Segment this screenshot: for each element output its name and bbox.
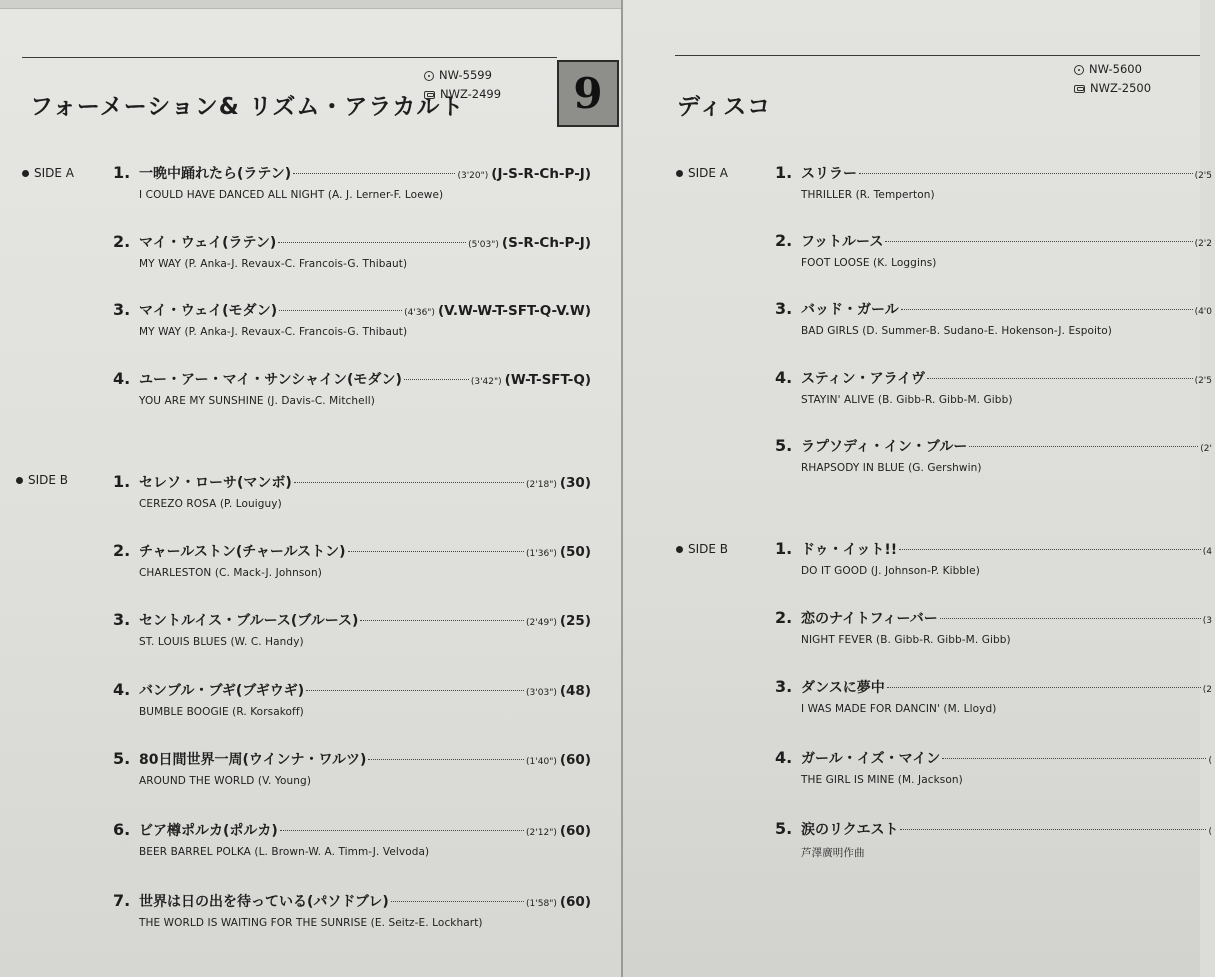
disc-icon	[1074, 65, 1084, 75]
track-title-en: MY WAY (P. Anka-J. Revaux-C. Francois-G. Thibaut)	[139, 326, 408, 338]
track-duration: (2'18")	[526, 480, 557, 490]
track-title-jp: 一晩中踊れたら(ラテン)	[139, 166, 292, 182]
track-number: 3.	[113, 300, 131, 319]
track-title-jp: スティン・アライヴ	[801, 371, 926, 387]
track-title-jp: ドゥ・イット!!	[801, 542, 898, 558]
leader-dots	[278, 242, 466, 243]
track-number: 5.	[113, 749, 131, 768]
leader-dots	[404, 379, 469, 380]
bullet-icon	[22, 170, 29, 177]
track-title-jp: フットルース	[801, 234, 884, 250]
track-duration: (4'36")	[404, 308, 435, 318]
track-number: 3.	[113, 610, 131, 629]
track-number: 1.	[113, 472, 131, 491]
track-duration: (2'	[1200, 444, 1212, 454]
track-number: 1.	[113, 163, 131, 182]
track-item	[775, 368, 1215, 406]
track-duration: (3	[1202, 616, 1212, 626]
track-number: 2.	[113, 232, 131, 251]
track-duration: (1'58")	[526, 899, 557, 909]
side-b-label	[676, 542, 728, 556]
side-b-text: SIDE B	[28, 473, 69, 487]
leader-dots	[279, 310, 402, 311]
track-number: 2.	[775, 608, 793, 627]
track-item	[775, 299, 1215, 337]
catalog-cassette	[424, 85, 501, 104]
record-number: NW-5599	[439, 68, 492, 82]
track-number: 5.	[775, 819, 793, 838]
track-title-en: YOU ARE MY SUNSHINE (J. Davis-C. Mitchell)	[139, 395, 375, 407]
tempo-tag: (50)	[559, 544, 591, 560]
track-item	[113, 680, 591, 718]
track-duration: (	[1208, 756, 1212, 766]
catalog-cassette	[1074, 79, 1151, 98]
track-composer: 芦澤廣明作曲	[801, 847, 865, 859]
track-title-en: ST. LOUIS BLUES (W. C. Handy)	[139, 636, 304, 648]
track-duration: (2'12")	[526, 828, 557, 838]
leader-dots	[368, 759, 524, 760]
side-b-label	[16, 473, 68, 487]
album-title: フォーメーション& リズム・アラカルト	[30, 94, 465, 120]
dance-tag: (J-S-R-Ch-P-J)	[491, 166, 591, 182]
dance-tag: (V.W-W-T-SFT-Q-V.W)	[437, 303, 591, 319]
track-number: 4.	[775, 748, 793, 767]
bullet-icon	[16, 477, 23, 484]
cassette-icon	[424, 91, 435, 99]
leader-dots	[901, 309, 1193, 310]
leader-dots	[942, 758, 1206, 759]
track-number: 4.	[775, 368, 793, 387]
track-duration: (2'49")	[526, 618, 557, 628]
leader-dots	[293, 173, 455, 174]
leader-dots	[360, 620, 524, 621]
track-title-jp: チャールストン(チャールストン)	[139, 544, 346, 560]
leader-dots	[885, 241, 1192, 242]
disc-icon	[424, 71, 434, 81]
track-title-jp: セントルイス・ブルース(ブルース)	[139, 613, 359, 629]
leader-dots	[969, 446, 1198, 447]
dance-tag: (S-R-Ch-P-J)	[501, 235, 591, 251]
track-number: 1.	[775, 539, 793, 558]
album-title: ディスコ	[677, 94, 772, 120]
track-duration: (2	[1202, 685, 1212, 695]
track-duration: (5'03")	[468, 240, 499, 250]
cassette-number: NWZ-2500	[1090, 81, 1152, 95]
track-duration: (3'20")	[457, 171, 489, 181]
track-item	[775, 748, 1215, 786]
catalog-record	[1074, 60, 1151, 79]
track-title-en: STAYIN' ALIVE (B. Gibb-R. Gibb-M. Gibb)	[801, 394, 1013, 406]
track-number: 6.	[113, 820, 131, 839]
track-item	[113, 232, 591, 270]
tempo-tag: (25)	[559, 613, 591, 629]
leader-dots	[859, 173, 1193, 174]
track-title-jp: ビア樽ポルカ(ポルカ)	[139, 823, 278, 839]
side-a-label	[22, 166, 74, 180]
track-title-en: THE WORLD IS WAITING FOR THE SUNRISE (E. Seitz-E. Lockhart)	[139, 917, 483, 929]
track-number: 3.	[775, 299, 793, 318]
track-title-en: MY WAY (P. Anka-J. Revaux-C. Francois-G. Thibaut)	[139, 258, 408, 270]
track-title-en: BAD GIRLS (D. Summer-B. Sudano-E. Hokenson-J. Espoito)	[801, 325, 1112, 337]
right-page	[623, 0, 1212, 977]
track-number: 2.	[113, 541, 131, 560]
track-title-en: BUMBLE BOOGIE (R. Korsakoff)	[139, 706, 304, 718]
track-item	[775, 677, 1215, 715]
track-item	[775, 163, 1215, 201]
track-item	[113, 163, 591, 201]
track-title-jp: 世界は日の出を待っている(パソドブレ)	[139, 894, 389, 910]
leader-dots	[391, 901, 524, 902]
track-number: 4.	[113, 369, 131, 388]
track-title-en: I WAS MADE FOR DANCIN' (M. Lloyd)	[801, 703, 997, 715]
header-rule	[675, 55, 1200, 56]
track-title-en: FOOT LOOSE (K. Loggins)	[801, 257, 937, 269]
track-title-en: THRILLER (R. Temperton)	[801, 189, 935, 201]
track-duration: (4	[1202, 547, 1212, 557]
track-item	[775, 436, 1215, 474]
track-duration: (2'5	[1194, 171, 1212, 181]
track-number: 3.	[775, 677, 793, 696]
track-item	[113, 891, 591, 929]
side-a-text: SIDE A	[34, 166, 75, 180]
track-duration: (	[1208, 827, 1212, 837]
dance-tag: (W-T-SFT-Q)	[504, 372, 591, 388]
track-title-jp: ラプソディ・イン・ブルー	[801, 439, 968, 455]
leader-dots	[887, 687, 1201, 688]
track-item	[775, 819, 1215, 860]
track-title-jp: バンブル・ブギ(ブギウギ)	[139, 683, 305, 699]
volume-badge: 9	[557, 60, 619, 127]
bullet-icon	[676, 170, 683, 177]
track-title-en: I COULD HAVE DANCED ALL NIGHT (A. J. Lerner-F. Loewe)	[139, 189, 444, 201]
record-number: NW-5600	[1089, 62, 1142, 76]
track-title-en: BEER BARREL POLKA (L. Brown-W. A. Timm-J. Velvoda)	[139, 846, 430, 858]
tempo-tag: (48)	[559, 683, 591, 699]
catalog-numbers	[424, 66, 501, 104]
track-title-jp: ユー・アー・マイ・サンシャイン(モダン)	[139, 372, 402, 388]
track-item	[113, 749, 591, 787]
track-duration: (4'0	[1194, 307, 1212, 317]
track-item	[113, 369, 591, 407]
leader-dots	[927, 378, 1192, 379]
track-number: 2.	[775, 231, 793, 250]
cassette-number: NWZ-2499	[440, 87, 502, 101]
tempo-tag: (60)	[559, 894, 591, 910]
track-item	[775, 539, 1215, 577]
leader-dots	[899, 549, 1201, 550]
track-item	[775, 231, 1215, 269]
leader-dots	[900, 829, 1206, 830]
track-title-jp: ダンスに夢中	[801, 680, 885, 696]
track-title-en: THE GIRL IS MINE (M. Jackson)	[801, 774, 963, 786]
track-item	[113, 541, 591, 579]
track-title-jp: マイ・ウェイ(モダン)	[139, 303, 278, 319]
track-item	[113, 300, 591, 338]
side-a-label	[676, 166, 728, 180]
catalog-numbers	[1074, 60, 1151, 98]
cassette-icon	[1074, 85, 1085, 93]
track-title-en: DO IT GOOD (J. Johnson-P. Kibble)	[801, 565, 980, 577]
side-b-text: SIDE B	[688, 542, 729, 556]
track-duration: (1'40")	[526, 757, 557, 767]
leader-dots	[348, 551, 524, 552]
track-item	[113, 610, 591, 648]
track-item	[113, 820, 591, 858]
track-number: 7.	[113, 891, 131, 910]
track-title-en: CHARLESTON (C. Mack-J. Johnson)	[139, 567, 322, 579]
track-title-jp: 涙のリクエスト	[801, 822, 899, 838]
bullet-icon	[676, 546, 683, 553]
track-title-en: CEREZO ROSA (P. Louiguy)	[139, 498, 282, 510]
track-item	[775, 608, 1215, 646]
track-duration: (2'5	[1194, 376, 1212, 386]
leader-dots	[940, 618, 1201, 619]
track-number: 5.	[775, 436, 793, 455]
track-duration: (3'03")	[526, 688, 557, 698]
tempo-tag: (60)	[559, 752, 591, 768]
header-rule	[22, 57, 557, 58]
track-item	[113, 472, 591, 510]
track-title-en: RHAPSODY IN BLUE (G. Gershwin)	[801, 462, 982, 474]
track-title-en: NIGHT FEVER (B. Gibb-R. Gibb-M. Gibb)	[801, 634, 1011, 646]
page-top-edge	[0, 0, 621, 9]
track-duration: (1'36")	[526, 549, 557, 559]
leader-dots	[294, 482, 524, 483]
track-number: 1.	[775, 163, 793, 182]
track-title-jp: 80日間世界一周(ウインナ・ワルツ)	[139, 752, 367, 768]
tempo-tag: (30)	[559, 475, 591, 491]
catalog-record	[424, 66, 501, 85]
leader-dots	[280, 830, 524, 831]
track-duration: (3'42")	[470, 377, 502, 387]
track-title-en: AROUND THE WORLD (V. Young)	[139, 775, 312, 787]
track-number: 4.	[113, 680, 131, 699]
track-title-jp: 恋のナイトフィーバー	[801, 611, 938, 627]
track-title-jp: スリラー	[801, 166, 857, 182]
track-duration: (2'2	[1194, 239, 1212, 249]
track-title-jp: バッド・ガール	[801, 302, 899, 318]
side-a-text: SIDE A	[688, 166, 729, 180]
track-title-jp: セレソ・ローサ(マンボ)	[139, 475, 292, 491]
track-title-jp: マイ・ウェイ(ラテン)	[139, 235, 277, 251]
tempo-tag: (60)	[559, 823, 591, 839]
leader-dots	[306, 690, 524, 691]
track-title-jp: ガール・イズ・マイン	[801, 751, 941, 767]
